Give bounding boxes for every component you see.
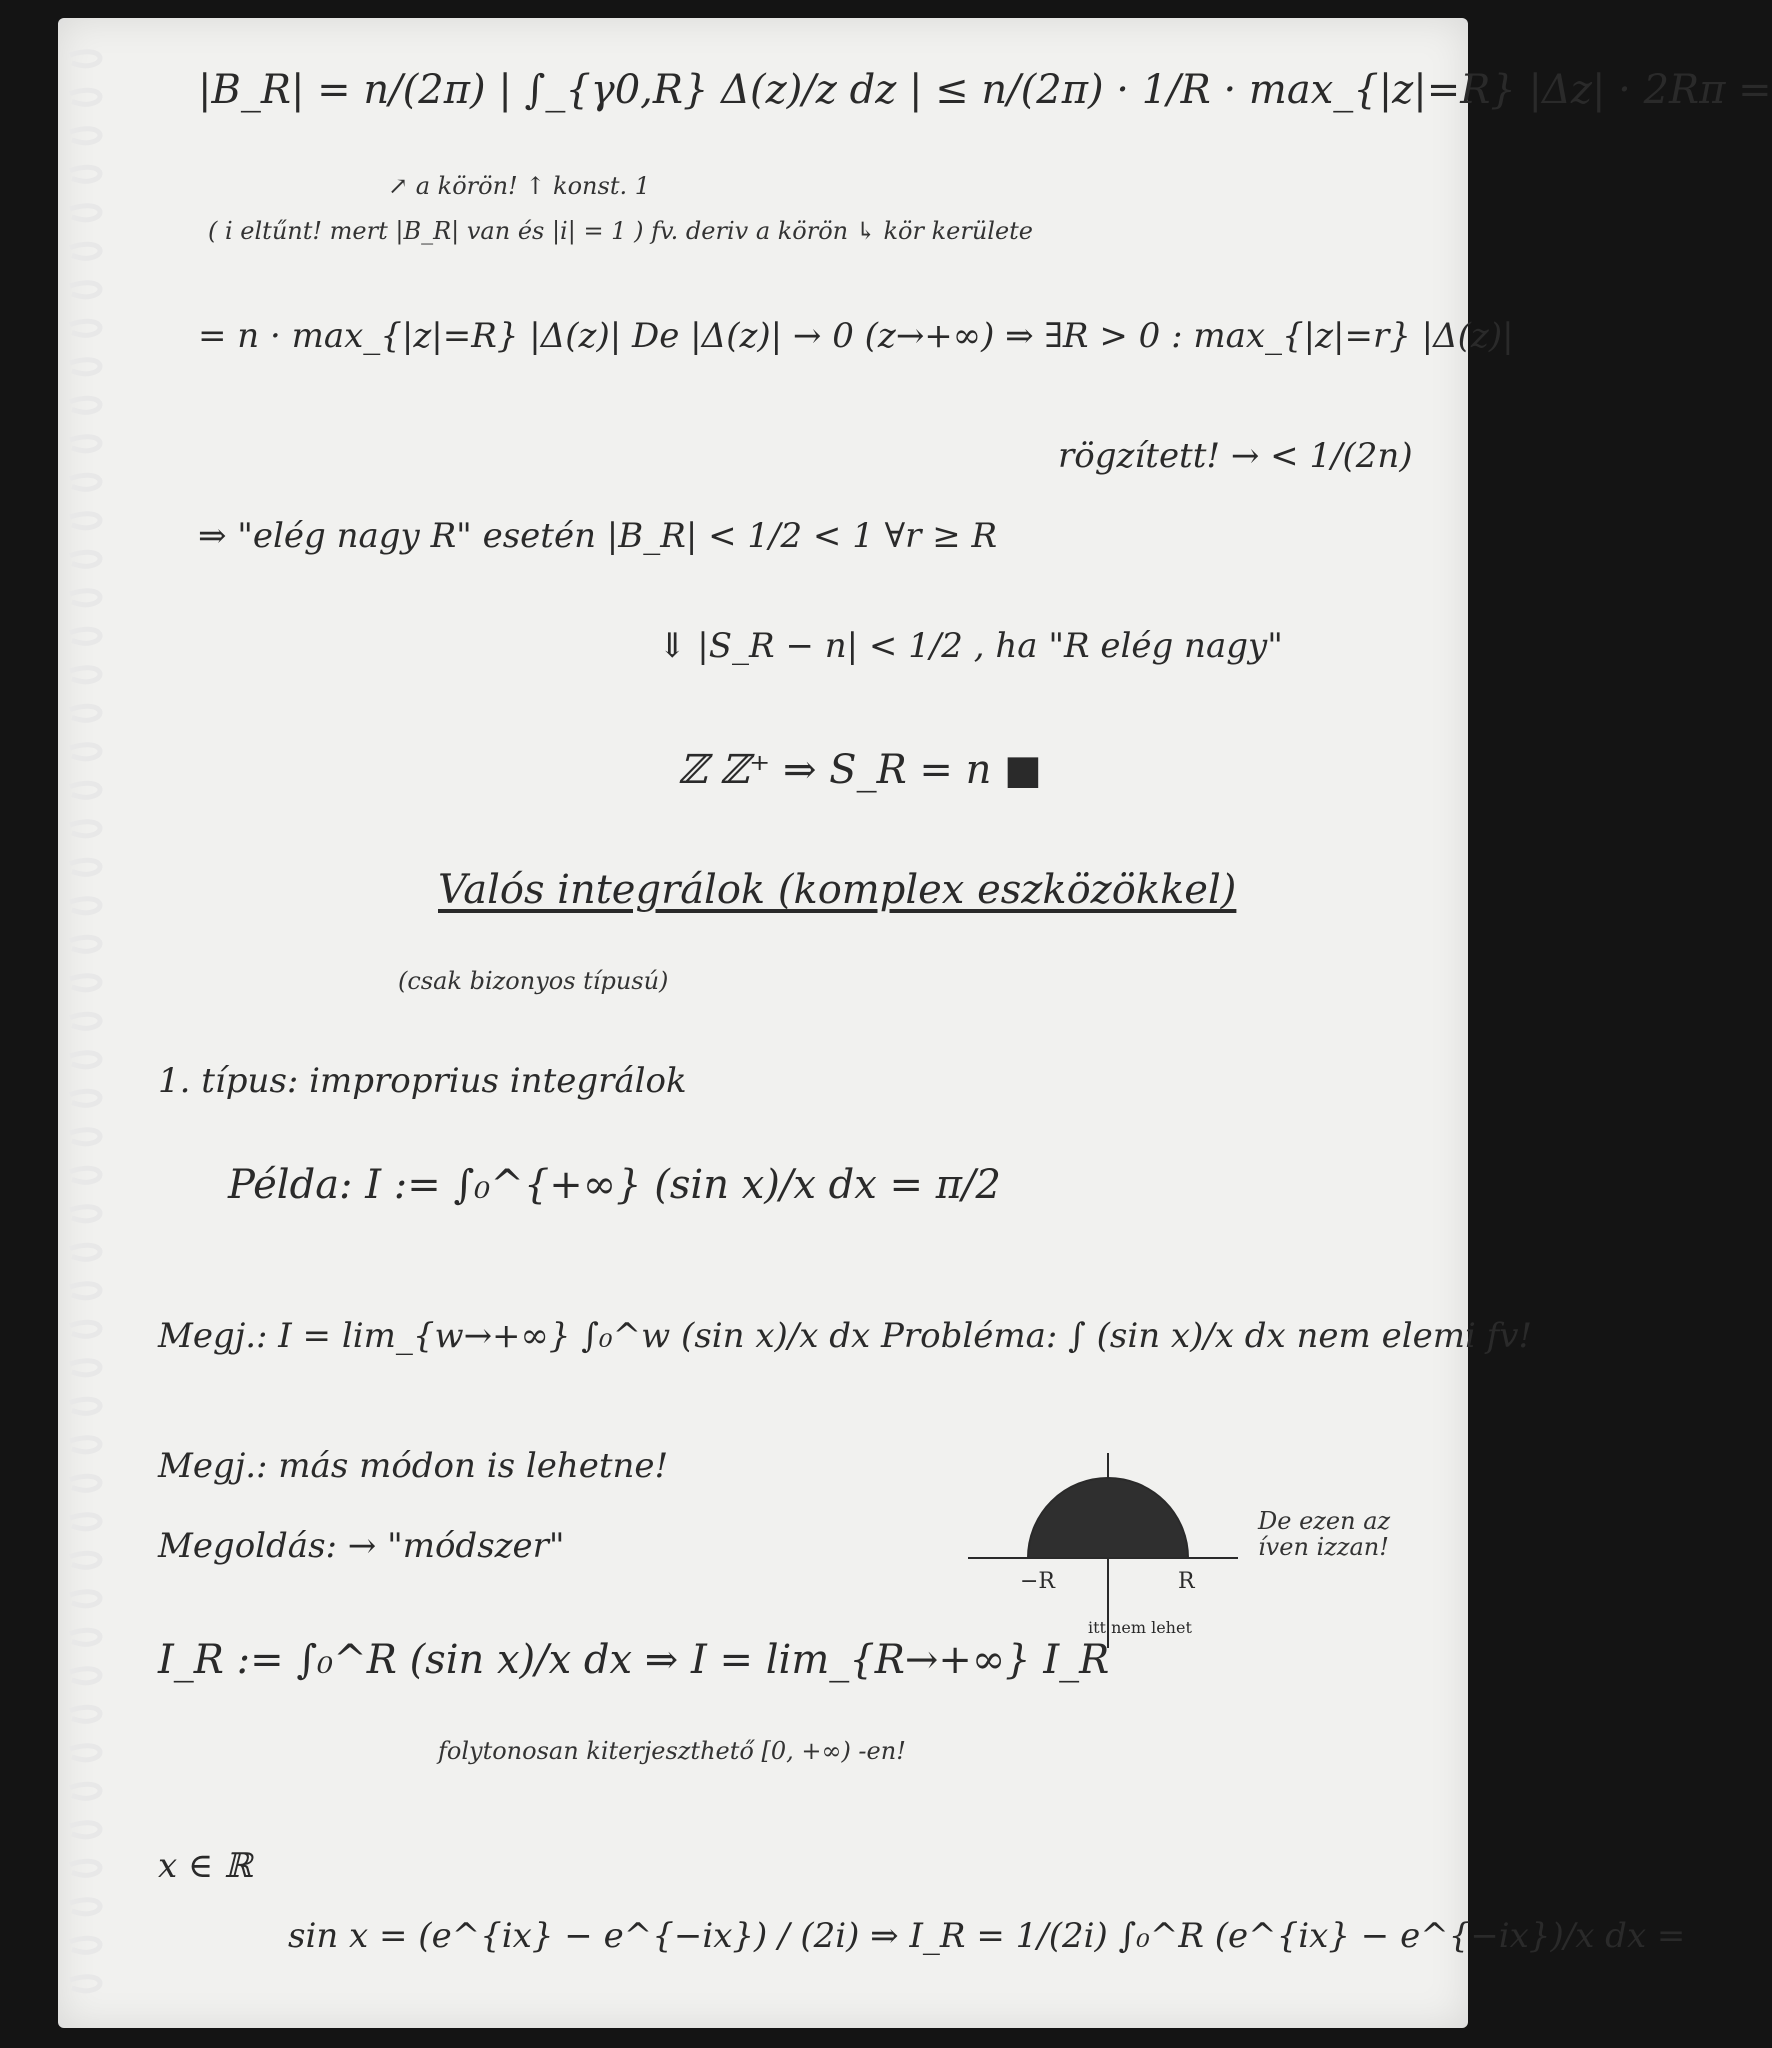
spiral-ring [70,1361,100,1375]
line-large-r: ⇒ "elég nagy R" esetén |B_R| < 1/2 < 1 ∀r ≥ R [198,516,998,556]
spiral-ring [70,552,100,566]
x-in-r: x ∈ ℝ [158,1846,253,1886]
spiral-ring [70,90,100,104]
spiral-ring [70,1592,100,1606]
spiral-ring [70,514,100,528]
spiral-ring [70,1938,100,1952]
spiral-ring [70,129,100,143]
spiral-ring [70,283,100,297]
spiral-ring [70,321,100,335]
line-br-estimate: |B_R| = n/(2π) | ∫_{γ0,R} Δ(z)/z dz | ≤ n/(2π) · 1/R · max_{|z|=R} |Δz| · 2Rπ = [198,67,1772,113]
spiral-ring [70,398,100,412]
example-integral: Példa: I := ∫₀^{+∞} (sin x)/x dx = π/2 [228,1162,1001,1208]
spiral-ring [70,1823,100,1837]
spiral-ring [70,591,100,605]
spiral-ring [70,1438,100,1452]
spiral-ring [70,1130,100,1144]
solution-method: Megoldás: → "módszer" [158,1526,565,1566]
spiral-ring [70,1053,100,1067]
notebook-page [58,18,1772,2028]
line-max-delta: = n · max_{|z|=R} |Δ(z)| De |Δ(z)| → 0 (z→+∞) ⇒ ∃R > 0 : max_{|z|=r} |Δ(z)| [198,316,1514,356]
spiral-ring [70,1168,100,1182]
spiral-ring [70,1707,100,1721]
spiral-ring [70,1476,100,1490]
remark-limit: Megj.: I = lim_{w→+∞} ∫₀^w (sin x)/x dx Probléma: ∫ (sin x)/x dx nem elemi fv! [158,1316,1533,1356]
label-r: R [1178,1569,1195,1594]
spiral-ring [70,745,100,759]
spiral-ring [70,244,100,258]
spiral-ring [70,899,100,913]
spiral-ring [70,360,100,374]
spiral-ring [70,1284,100,1298]
spiral-ring [70,1900,100,1914]
spiral-ring [70,1553,100,1567]
spiral-ring [70,1669,100,1683]
spiral-ring [70,1630,100,1644]
semicircle-arc [1028,1478,1188,1558]
spiral-ring [70,52,100,66]
line-fixed: rögzített! → < 1/(2n) [1058,436,1413,476]
spiral-ring [70,1399,100,1413]
type-1-line: 1. típus: improprius integrálok [158,1061,687,1101]
spiral-ring [70,437,100,451]
spiral-ring [70,706,100,720]
semicircle-diagram [968,1438,1248,1658]
section-heading: Valós integrálok (komplex eszközökkel) [438,867,1237,913]
ir-note: folytonosan kiterjeszthető [0, +∞) -en! [438,1737,906,1765]
line-sr-minus-n: ⇓ |S_R − n| < 1/2 , ha "R elég nagy" [658,626,1283,666]
line-sr-equals-n: ℤ ℤ⁺ ⇒ S_R = n ■ [678,747,1042,793]
spiral-ring [70,206,100,220]
label-but-on-arc: De ezen az íven izzan! [1258,1507,1391,1562]
spiral-ring [70,668,100,682]
spiral-ring [70,937,100,951]
spiral-ring [70,976,100,990]
spiral-ring [70,1746,100,1760]
spiral-ring [70,783,100,797]
spiral-ring [70,167,100,181]
spiral-ring [70,1091,100,1105]
spiral-ring [70,1515,100,1529]
spiral-ring [70,1784,100,1798]
label-minus-r: −R [1020,1569,1055,1594]
spiral-binding [0,0,140,2048]
spiral-ring [70,860,100,874]
line-annotations-2: ( i eltűnt! mert |B_R| van és |i| = 1 ) fv. deriv a körön ↳ kör kerülete [208,217,1033,245]
spiral-ring [70,1861,100,1875]
line-annotations-1: ↗ a körön! ↑ konst. 1 [388,172,650,200]
sinx-euler: sin x = (e^{ix} − e^{−ix}) / (2i) ⇒ I_R = 1/(2i) ∫₀^R (e^{ix} − e^{−ix})/x dx = [288,1916,1686,1956]
label-here-not: itt nem lehet [1088,1618,1192,1637]
spiral-ring [70,1245,100,1259]
spiral-ring [70,475,100,489]
ir-definition: I_R := ∫₀^R (sin x)/x dx ⇒ I = lim_{R→+∞} I_R [158,1637,1110,1683]
remark-other-way: Megj.: más módon is lehetne! [158,1446,669,1486]
spiral-ring [70,822,100,836]
spiral-ring [70,1977,100,1991]
spiral-ring [70,629,100,643]
spiral-ring [70,1207,100,1221]
spiral-ring [70,1014,100,1028]
section-subheading: (csak bizonyos típusú) [398,967,669,995]
spiral-ring [70,1322,100,1336]
